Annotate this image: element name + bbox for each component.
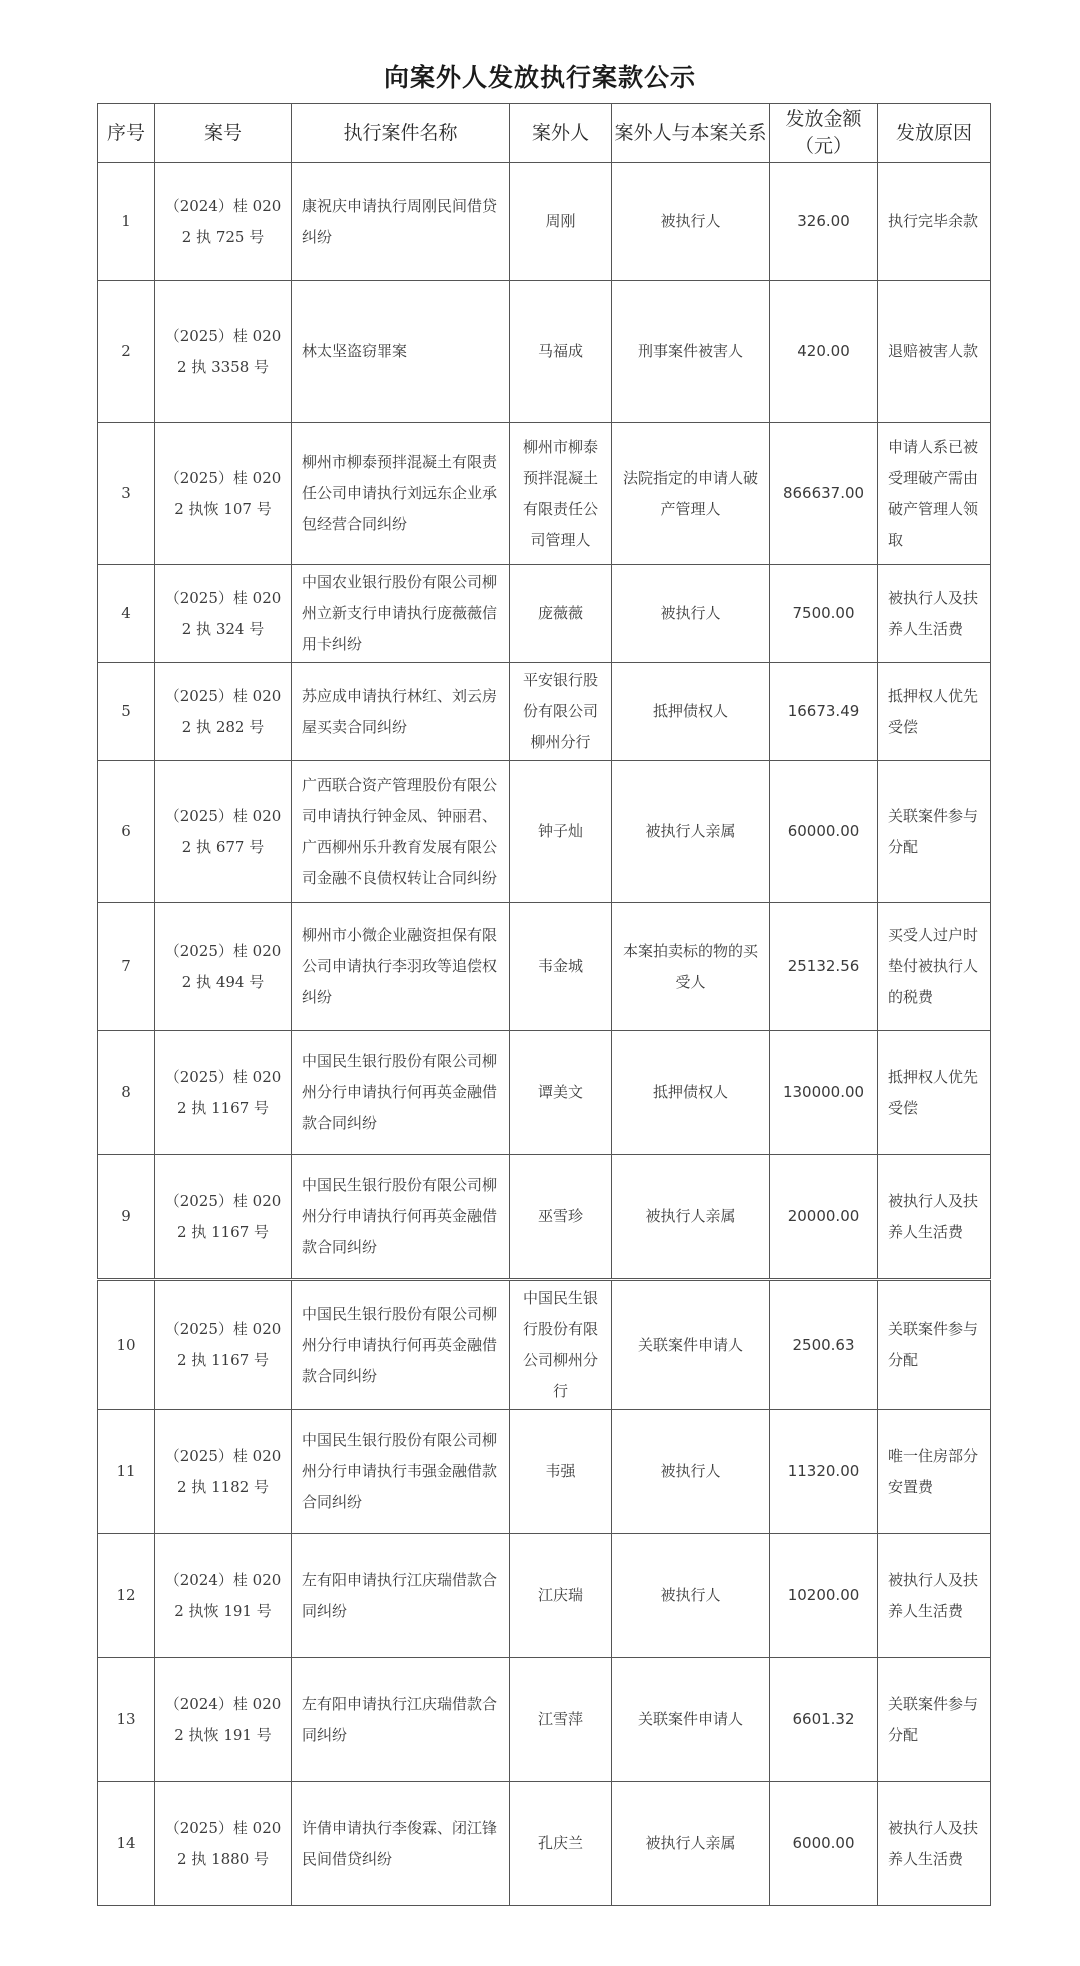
cell-amount: 11320.00	[770, 1410, 878, 1534]
header-case-no: 案号	[155, 104, 292, 163]
cell-amount: 420.00	[770, 281, 878, 423]
cell-case-no: （2024）桂 0202 执恢 191 号	[155, 1658, 292, 1782]
cell-amount: 2500.63	[770, 1281, 878, 1410]
cell-case-no: （2025）桂 0202 执 1167 号	[155, 1155, 292, 1279]
disbursement-table-part-2	[97, 1280, 991, 1906]
cell-case-no: （2025）桂 0202 执 1880 号	[155, 1782, 292, 1906]
cell-case-no: （2025）桂 0202 执 1182 号	[155, 1410, 292, 1534]
table-row	[98, 1155, 991, 1279]
cell-case-no: （2025）桂 0202 执 1167 号	[155, 1031, 292, 1155]
cell-seq: 2	[98, 281, 155, 423]
cell-relation: 被执行人亲属	[612, 1155, 770, 1279]
cell-case-name: 中国民生银行股份有限公司柳州分行申请执行何再英金融借款合同纠纷	[292, 1031, 510, 1155]
cell-amount: 6000.00	[770, 1782, 878, 1906]
cell-case-name: 中国民生银行股份有限公司柳州分行申请执行何再英金融借款合同纠纷	[292, 1155, 510, 1279]
cell-amount: 20000.00	[770, 1155, 878, 1279]
table-row	[98, 1031, 991, 1155]
header-seq: 序号	[98, 104, 155, 163]
cell-outsider: 韦金城	[510, 903, 612, 1031]
cell-seq: 8	[98, 1031, 155, 1155]
table-row	[98, 163, 991, 281]
cell-seq: 11	[98, 1410, 155, 1534]
cell-case-no: （2024）桂 0202 执恢 191 号	[155, 1534, 292, 1658]
table-row	[98, 903, 991, 1031]
cell-reason: 抵押权人优先受偿	[878, 1031, 991, 1155]
cell-seq: 7	[98, 903, 155, 1031]
header-reason: 发放原因	[878, 104, 991, 163]
table-row	[98, 1782, 991, 1906]
cell-outsider: 巫雪珍	[510, 1155, 612, 1279]
cell-case-no: （2025）桂 0202 执 3358 号	[155, 281, 292, 423]
cell-reason: 关联案件参与分配	[878, 1658, 991, 1782]
cell-outsider: 马福成	[510, 281, 612, 423]
cell-outsider: 平安银行股份有限公司柳州分行	[510, 663, 612, 761]
header-relation: 案外人与本案关系	[612, 104, 770, 163]
table-row	[98, 1658, 991, 1782]
cell-case-name: 左有阳申请执行江庆瑞借款合同纠纷	[292, 1534, 510, 1658]
cell-reason: 申请人系已被受理破产需由破产管理人领取	[878, 423, 991, 565]
cell-relation: 抵押债权人	[612, 1031, 770, 1155]
cell-case-no: （2025）桂 0202 执恢 107 号	[155, 423, 292, 565]
cell-relation: 关联案件申请人	[612, 1658, 770, 1782]
cell-case-name: 柳州市小微企业融资担保有限公司申请执行李羽玫等追偿权纠纷	[292, 903, 510, 1031]
cell-outsider: 孔庆兰	[510, 1782, 612, 1906]
cell-seq: 9	[98, 1155, 155, 1279]
cell-amount: 866637.00	[770, 423, 878, 565]
cell-seq: 4	[98, 565, 155, 663]
cell-outsider: 庞薇薇	[510, 565, 612, 663]
cell-case-name: 广西联合资产管理股份有限公司申请执行钟金凤、钟丽君、广西柳州乐升教育发展有限公司金融不良债权转让合同纠纷	[292, 761, 510, 903]
cell-case-name: 中国农业银行股份有限公司柳州立新支行申请执行庞薇薇信用卡纠纷	[292, 565, 510, 663]
header-amount: 发放金额（元）	[770, 104, 878, 163]
cell-case-name: 许倩申请执行李俊霖、闭江锋民间借贷纠纷	[292, 1782, 510, 1906]
cell-amount: 6601.32	[770, 1658, 878, 1782]
cell-relation: 被执行人亲属	[612, 1782, 770, 1906]
cell-case-no: （2025）桂 0202 执 494 号	[155, 903, 292, 1031]
table-row	[98, 1534, 991, 1658]
disbursement-table-part-1	[97, 103, 991, 1279]
cell-reason: 被执行人及扶养人生活费	[878, 1534, 991, 1658]
header-outsider: 案外人	[510, 104, 612, 163]
cell-case-no: （2025）桂 0202 执 677 号	[155, 761, 292, 903]
table-row	[98, 423, 991, 565]
cell-seq: 5	[98, 663, 155, 761]
table-row	[98, 281, 991, 423]
cell-outsider: 江庆瑞	[510, 1534, 612, 1658]
cell-reason: 关联案件参与分配	[878, 761, 991, 903]
cell-outsider: 柳州市柳泰预拌混凝土有限责任公司管理人	[510, 423, 612, 565]
cell-case-name: 中国民生银行股份有限公司柳州分行申请执行何再英金融借款合同纠纷	[292, 1281, 510, 1410]
cell-amount: 7500.00	[770, 565, 878, 663]
cell-reason: 被执行人及扶养人生活费	[878, 1782, 991, 1906]
cell-amount: 16673.49	[770, 663, 878, 761]
cell-relation: 被执行人	[612, 163, 770, 281]
table-row	[98, 761, 991, 903]
cell-outsider: 中国民生银行股份有限公司柳州分行	[510, 1281, 612, 1410]
table-row	[98, 565, 991, 663]
cell-case-no: （2025）桂 0202 执 324 号	[155, 565, 292, 663]
cell-reason: 关联案件参与分配	[878, 1281, 991, 1410]
cell-seq: 6	[98, 761, 155, 903]
cell-case-name: 林太坚盗窃罪案	[292, 281, 510, 423]
cell-relation: 本案拍卖标的物的买受人	[612, 903, 770, 1031]
cell-relation: 被执行人	[612, 565, 770, 663]
cell-reason: 执行完毕余款	[878, 163, 991, 281]
cell-relation: 抵押债权人	[612, 663, 770, 761]
header-case-name: 执行案件名称	[292, 104, 510, 163]
cell-case-no: （2025）桂 0202 执 282 号	[155, 663, 292, 761]
cell-reason: 被执行人及扶养人生活费	[878, 1155, 991, 1279]
cell-outsider: 钟子灿	[510, 761, 612, 903]
cell-outsider: 江雪萍	[510, 1658, 612, 1782]
cell-case-no: （2024）桂 0202 执 725 号	[155, 163, 292, 281]
cell-case-name: 左有阳申请执行江庆瑞借款合同纠纷	[292, 1658, 510, 1782]
table-header-row	[98, 104, 991, 163]
cell-case-name: 苏应成申请执行林红、刘云房屋买卖合同纠纷	[292, 663, 510, 761]
cell-relation: 刑事案件被害人	[612, 281, 770, 423]
cell-relation: 关联案件申请人	[612, 1281, 770, 1410]
cell-outsider: 周刚	[510, 163, 612, 281]
cell-case-name: 柳州市柳泰预拌混凝土有限责任公司申请执行刘远东企业承包经营合同纠纷	[292, 423, 510, 565]
cell-seq: 14	[98, 1782, 155, 1906]
page-title: 向案外人发放执行案款公示	[383, 63, 696, 92]
cell-relation: 被执行人	[612, 1410, 770, 1534]
cell-reason: 唯一住房部分安置费	[878, 1410, 991, 1534]
cell-relation: 法院指定的申请人破产管理人	[612, 423, 770, 565]
cell-amount: 326.00	[770, 163, 878, 281]
table-row	[98, 1281, 991, 1410]
cell-case-no: （2025）桂 0202 执 1167 号	[155, 1281, 292, 1410]
cell-relation: 被执行人	[612, 1534, 770, 1658]
cell-seq: 3	[98, 423, 155, 565]
cell-case-name: 康祝庆申请执行周刚民间借贷纠纷	[292, 163, 510, 281]
cell-amount: 10200.00	[770, 1534, 878, 1658]
table-row	[98, 1410, 991, 1534]
cell-outsider: 韦强	[510, 1410, 612, 1534]
cell-relation: 被执行人亲属	[612, 761, 770, 903]
cell-reason: 被执行人及扶养人生活费	[878, 565, 991, 663]
cell-amount: 130000.00	[770, 1031, 878, 1155]
cell-reason: 退赔被害人款	[878, 281, 991, 423]
cell-reason: 抵押权人优先受偿	[878, 663, 991, 761]
cell-case-name: 中国民生银行股份有限公司柳州分行申请执行韦强金融借款合同纠纷	[292, 1410, 510, 1534]
cell-outsider: 谭美文	[510, 1031, 612, 1155]
cell-seq: 12	[98, 1534, 155, 1658]
cell-amount: 60000.00	[770, 761, 878, 903]
cell-reason: 买受人过户时垫付被执行人的税费	[878, 903, 991, 1031]
cell-seq: 10	[98, 1281, 155, 1410]
cell-amount: 25132.56	[770, 903, 878, 1031]
cell-seq: 13	[98, 1658, 155, 1782]
table-row	[98, 663, 991, 761]
cell-seq: 1	[98, 163, 155, 281]
